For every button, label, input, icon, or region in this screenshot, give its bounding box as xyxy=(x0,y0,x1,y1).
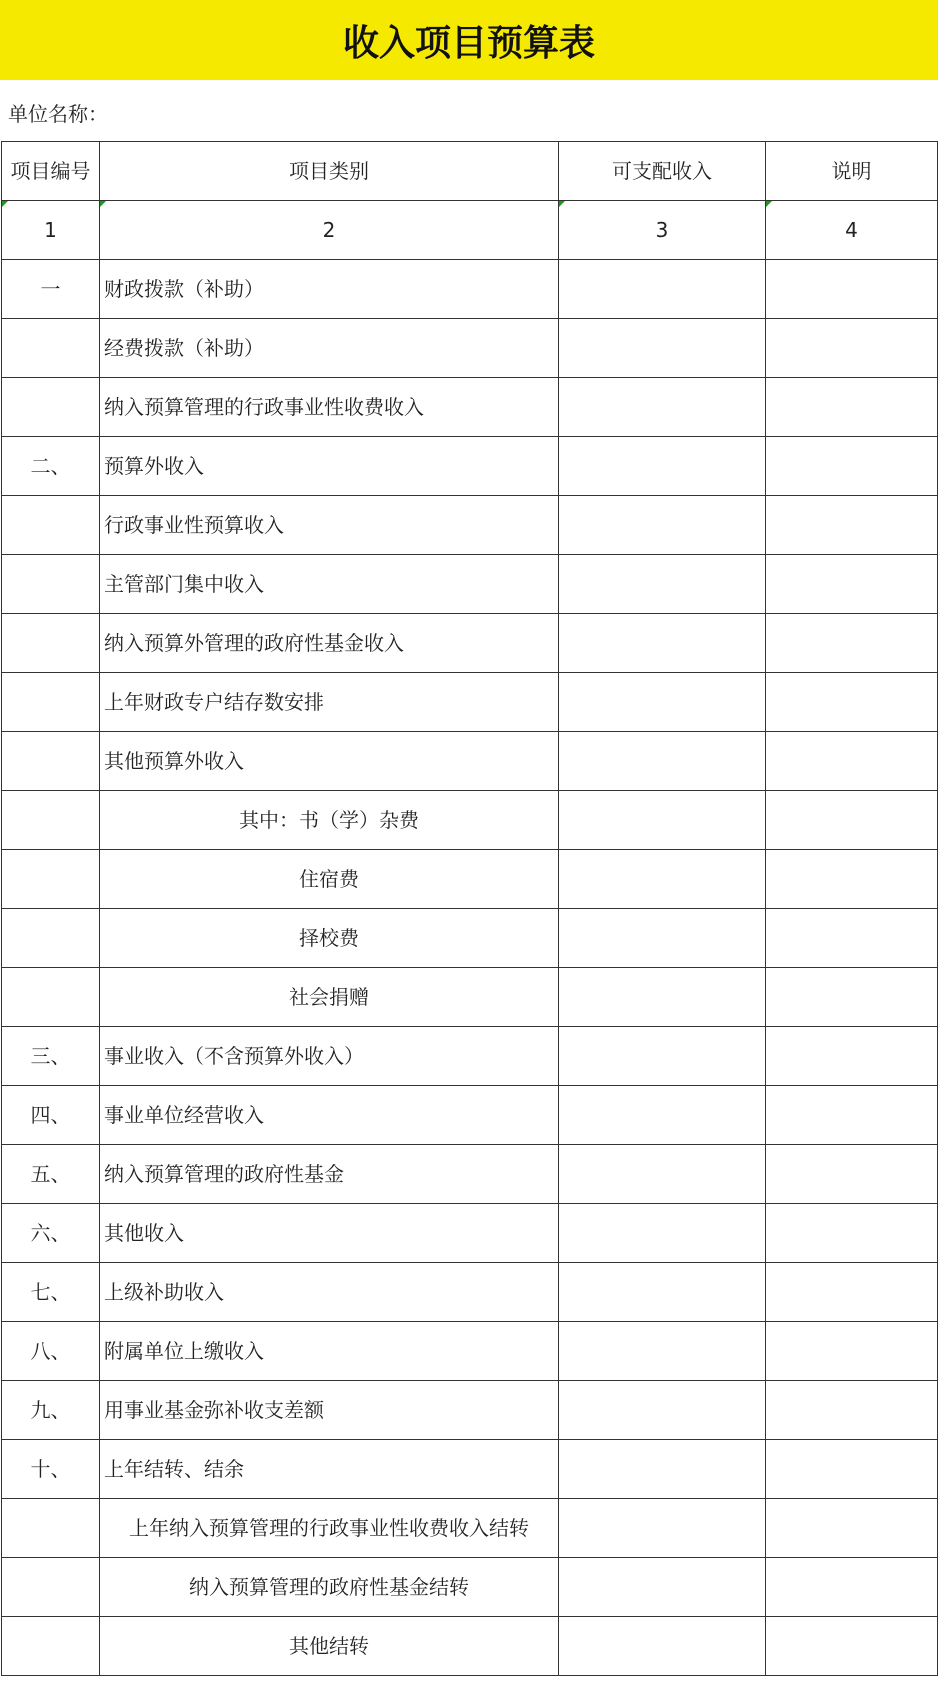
project-number-cell[interactable] xyxy=(2,1558,100,1617)
project-category-cell[interactable]: 其中：书（学）杂费 xyxy=(100,791,559,850)
project-number-cell[interactable]: 二、 xyxy=(2,437,100,496)
notes-cell[interactable] xyxy=(766,909,938,968)
table-row xyxy=(2,850,938,909)
project-number-cell[interactable] xyxy=(2,791,100,850)
notes-cell[interactable] xyxy=(766,850,938,909)
disposable-income-cell[interactable] xyxy=(559,673,766,732)
table-row xyxy=(2,1617,938,1676)
project-number-cell[interactable] xyxy=(2,319,100,378)
project-category-cell[interactable]: 主管部门集中收入 xyxy=(100,555,559,614)
column-number-2[interactable]: 2 xyxy=(100,201,559,260)
table-row xyxy=(2,496,938,555)
project-number-cell[interactable]: 七、 xyxy=(2,1263,100,1322)
disposable-income-cell[interactable] xyxy=(559,1263,766,1322)
project-category-cell[interactable]: 经费拨款（补助） xyxy=(100,319,559,378)
project-number-cell[interactable]: 八、 xyxy=(2,1322,100,1381)
project-number-cell[interactable]: 五、 xyxy=(2,1145,100,1204)
header-project-category[interactable]: 项目类别 xyxy=(100,142,559,201)
disposable-income-cell[interactable] xyxy=(559,1322,766,1381)
disposable-income-cell[interactable] xyxy=(559,496,766,555)
disposable-income-cell[interactable] xyxy=(559,1027,766,1086)
project-number-cell[interactable] xyxy=(2,614,100,673)
project-category-cell[interactable]: 上级补助收入 xyxy=(100,1263,559,1322)
disposable-income-cell[interactable] xyxy=(559,1145,766,1204)
notes-cell[interactable] xyxy=(766,260,938,319)
project-category-cell[interactable]: 纳入预算管理的政府性基金 xyxy=(100,1145,559,1204)
table-row xyxy=(2,378,938,437)
table-row xyxy=(2,1263,938,1322)
disposable-income-cell[interactable] xyxy=(559,732,766,791)
project-category-cell[interactable]: 上年结转、结余 xyxy=(100,1440,559,1499)
disposable-income-cell[interactable] xyxy=(559,555,766,614)
project-number-cell[interactable] xyxy=(2,1617,100,1676)
table-row xyxy=(2,732,938,791)
notes-cell[interactable] xyxy=(766,1499,938,1558)
table-row xyxy=(2,791,938,850)
disposable-income-cell[interactable] xyxy=(559,1558,766,1617)
notes-cell[interactable] xyxy=(766,1617,938,1676)
disposable-income-cell[interactable] xyxy=(559,1086,766,1145)
notes-cell[interactable] xyxy=(766,1027,938,1086)
project-number-cell[interactable] xyxy=(2,378,100,437)
disposable-income-cell[interactable] xyxy=(559,260,766,319)
disposable-income-cell[interactable] xyxy=(559,1204,766,1263)
table-row xyxy=(2,1381,938,1440)
project-number-cell[interactable]: 四、 xyxy=(2,1086,100,1145)
project-number-cell[interactable] xyxy=(2,732,100,791)
table-row xyxy=(2,1499,938,1558)
project-number-cell[interactable] xyxy=(2,1499,100,1558)
project-number-cell[interactable] xyxy=(2,496,100,555)
project-number-cell[interactable] xyxy=(2,968,100,1027)
header-disposable-income[interactable]: 可支配收入 xyxy=(559,142,766,201)
project-category-cell[interactable]: 事业收入（不含预算外收入） xyxy=(100,1027,559,1086)
notes-cell[interactable] xyxy=(766,1145,938,1204)
notes-cell[interactable] xyxy=(766,732,938,791)
notes-cell[interactable] xyxy=(766,319,938,378)
project-category-cell[interactable]: 纳入预算管理的政府性基金结转 xyxy=(100,1558,559,1617)
project-number-cell[interactable] xyxy=(2,673,100,732)
table-row xyxy=(2,614,938,673)
notes-cell[interactable] xyxy=(766,496,938,555)
table-row xyxy=(2,1322,938,1381)
project-number-cell[interactable] xyxy=(2,555,100,614)
project-category-cell[interactable]: 社会捐赠 xyxy=(100,968,559,1027)
disposable-income-cell[interactable] xyxy=(559,1499,766,1558)
table-row xyxy=(2,1204,938,1263)
column-number-3[interactable]: 3 xyxy=(559,201,766,260)
disposable-income-cell[interactable] xyxy=(559,791,766,850)
project-category-cell[interactable]: 事业单位经营收入 xyxy=(100,1086,559,1145)
column-number-row xyxy=(2,201,938,260)
sheet-title: 收入项目预算表 xyxy=(0,0,938,80)
project-category-cell[interactable]: 行政事业性预算收入 xyxy=(100,496,559,555)
notes-cell[interactable] xyxy=(766,791,938,850)
project-category-cell[interactable]: 住宿费 xyxy=(100,850,559,909)
project-number-cell[interactable]: 六、 xyxy=(2,1204,100,1263)
income-budget-table xyxy=(1,141,938,1676)
project-number-cell[interactable]: 一 xyxy=(2,260,100,319)
header-project-number[interactable]: 项目编号 xyxy=(2,142,100,201)
project-number-cell[interactable] xyxy=(2,850,100,909)
header-notes[interactable]: 说明 xyxy=(766,142,938,201)
table-row xyxy=(2,1027,938,1086)
notes-cell[interactable] xyxy=(766,1440,938,1499)
table-row xyxy=(2,555,938,614)
project-number-cell[interactable]: 九、 xyxy=(2,1381,100,1440)
table-row xyxy=(2,909,938,968)
unit-name-label: 单位名称： xyxy=(8,102,108,126)
disposable-income-cell[interactable] xyxy=(559,909,766,968)
notes-cell[interactable] xyxy=(766,1086,938,1145)
notes-cell[interactable] xyxy=(766,968,938,1027)
project-category-cell[interactable]: 其他收入 xyxy=(100,1204,559,1263)
project-category-cell[interactable]: 财政拨款（补助） xyxy=(100,260,559,319)
table-row xyxy=(2,319,938,378)
notes-cell[interactable] xyxy=(766,1204,938,1263)
project-category-cell[interactable]: 预算外收入 xyxy=(100,437,559,496)
notes-cell[interactable] xyxy=(766,555,938,614)
disposable-income-cell[interactable] xyxy=(559,1381,766,1440)
column-number-4[interactable]: 4 xyxy=(766,201,938,260)
table-row xyxy=(2,673,938,732)
header-row xyxy=(2,142,938,201)
notes-cell[interactable] xyxy=(766,614,938,673)
disposable-income-cell[interactable] xyxy=(559,1440,766,1499)
disposable-income-cell[interactable] xyxy=(559,319,766,378)
table-row xyxy=(2,437,938,496)
disposable-income-cell[interactable] xyxy=(559,614,766,673)
disposable-income-cell[interactable] xyxy=(559,850,766,909)
table-row xyxy=(2,1086,938,1145)
disposable-income-cell[interactable] xyxy=(559,378,766,437)
project-category-cell[interactable]: 其他结转 xyxy=(100,1617,559,1676)
table-row xyxy=(2,1440,938,1499)
project-category-cell[interactable]: 其他预算外收入 xyxy=(100,732,559,791)
table-row xyxy=(2,1145,938,1204)
project-number-cell[interactable]: 三、 xyxy=(2,1027,100,1086)
notes-cell[interactable] xyxy=(766,1322,938,1381)
table-row xyxy=(2,1558,938,1617)
project-category-cell[interactable]: 上年纳入预算管理的行政事业性收费收入结转 xyxy=(100,1499,559,1558)
disposable-income-cell[interactable] xyxy=(559,968,766,1027)
project-category-cell[interactable]: 附属单位上缴收入 xyxy=(100,1322,559,1381)
table-row xyxy=(2,968,938,1027)
notes-cell[interactable] xyxy=(766,1381,938,1440)
column-number-1[interactable]: 1 xyxy=(2,201,100,260)
project-number-cell[interactable]: 十、 xyxy=(2,1440,100,1499)
disposable-income-cell[interactable] xyxy=(559,1617,766,1676)
notes-cell[interactable] xyxy=(766,437,938,496)
project-category-cell[interactable]: 纳入预算管理的行政事业性收费收入 xyxy=(100,378,559,437)
project-category-cell[interactable]: 上年财政专户结存数安排 xyxy=(100,673,559,732)
project-category-cell[interactable]: 纳入预算外管理的政府性基金收入 xyxy=(100,614,559,673)
notes-cell[interactable] xyxy=(766,378,938,437)
project-category-cell[interactable]: 用事业基金弥补收支差额 xyxy=(100,1381,559,1440)
table-row xyxy=(2,260,938,319)
project-number-cell[interactable] xyxy=(2,909,100,968)
notes-cell[interactable] xyxy=(766,1558,938,1617)
disposable-income-cell[interactable] xyxy=(559,437,766,496)
project-category-cell[interactable]: 择校费 xyxy=(100,909,559,968)
notes-cell[interactable] xyxy=(766,673,938,732)
notes-cell[interactable] xyxy=(766,1263,938,1322)
